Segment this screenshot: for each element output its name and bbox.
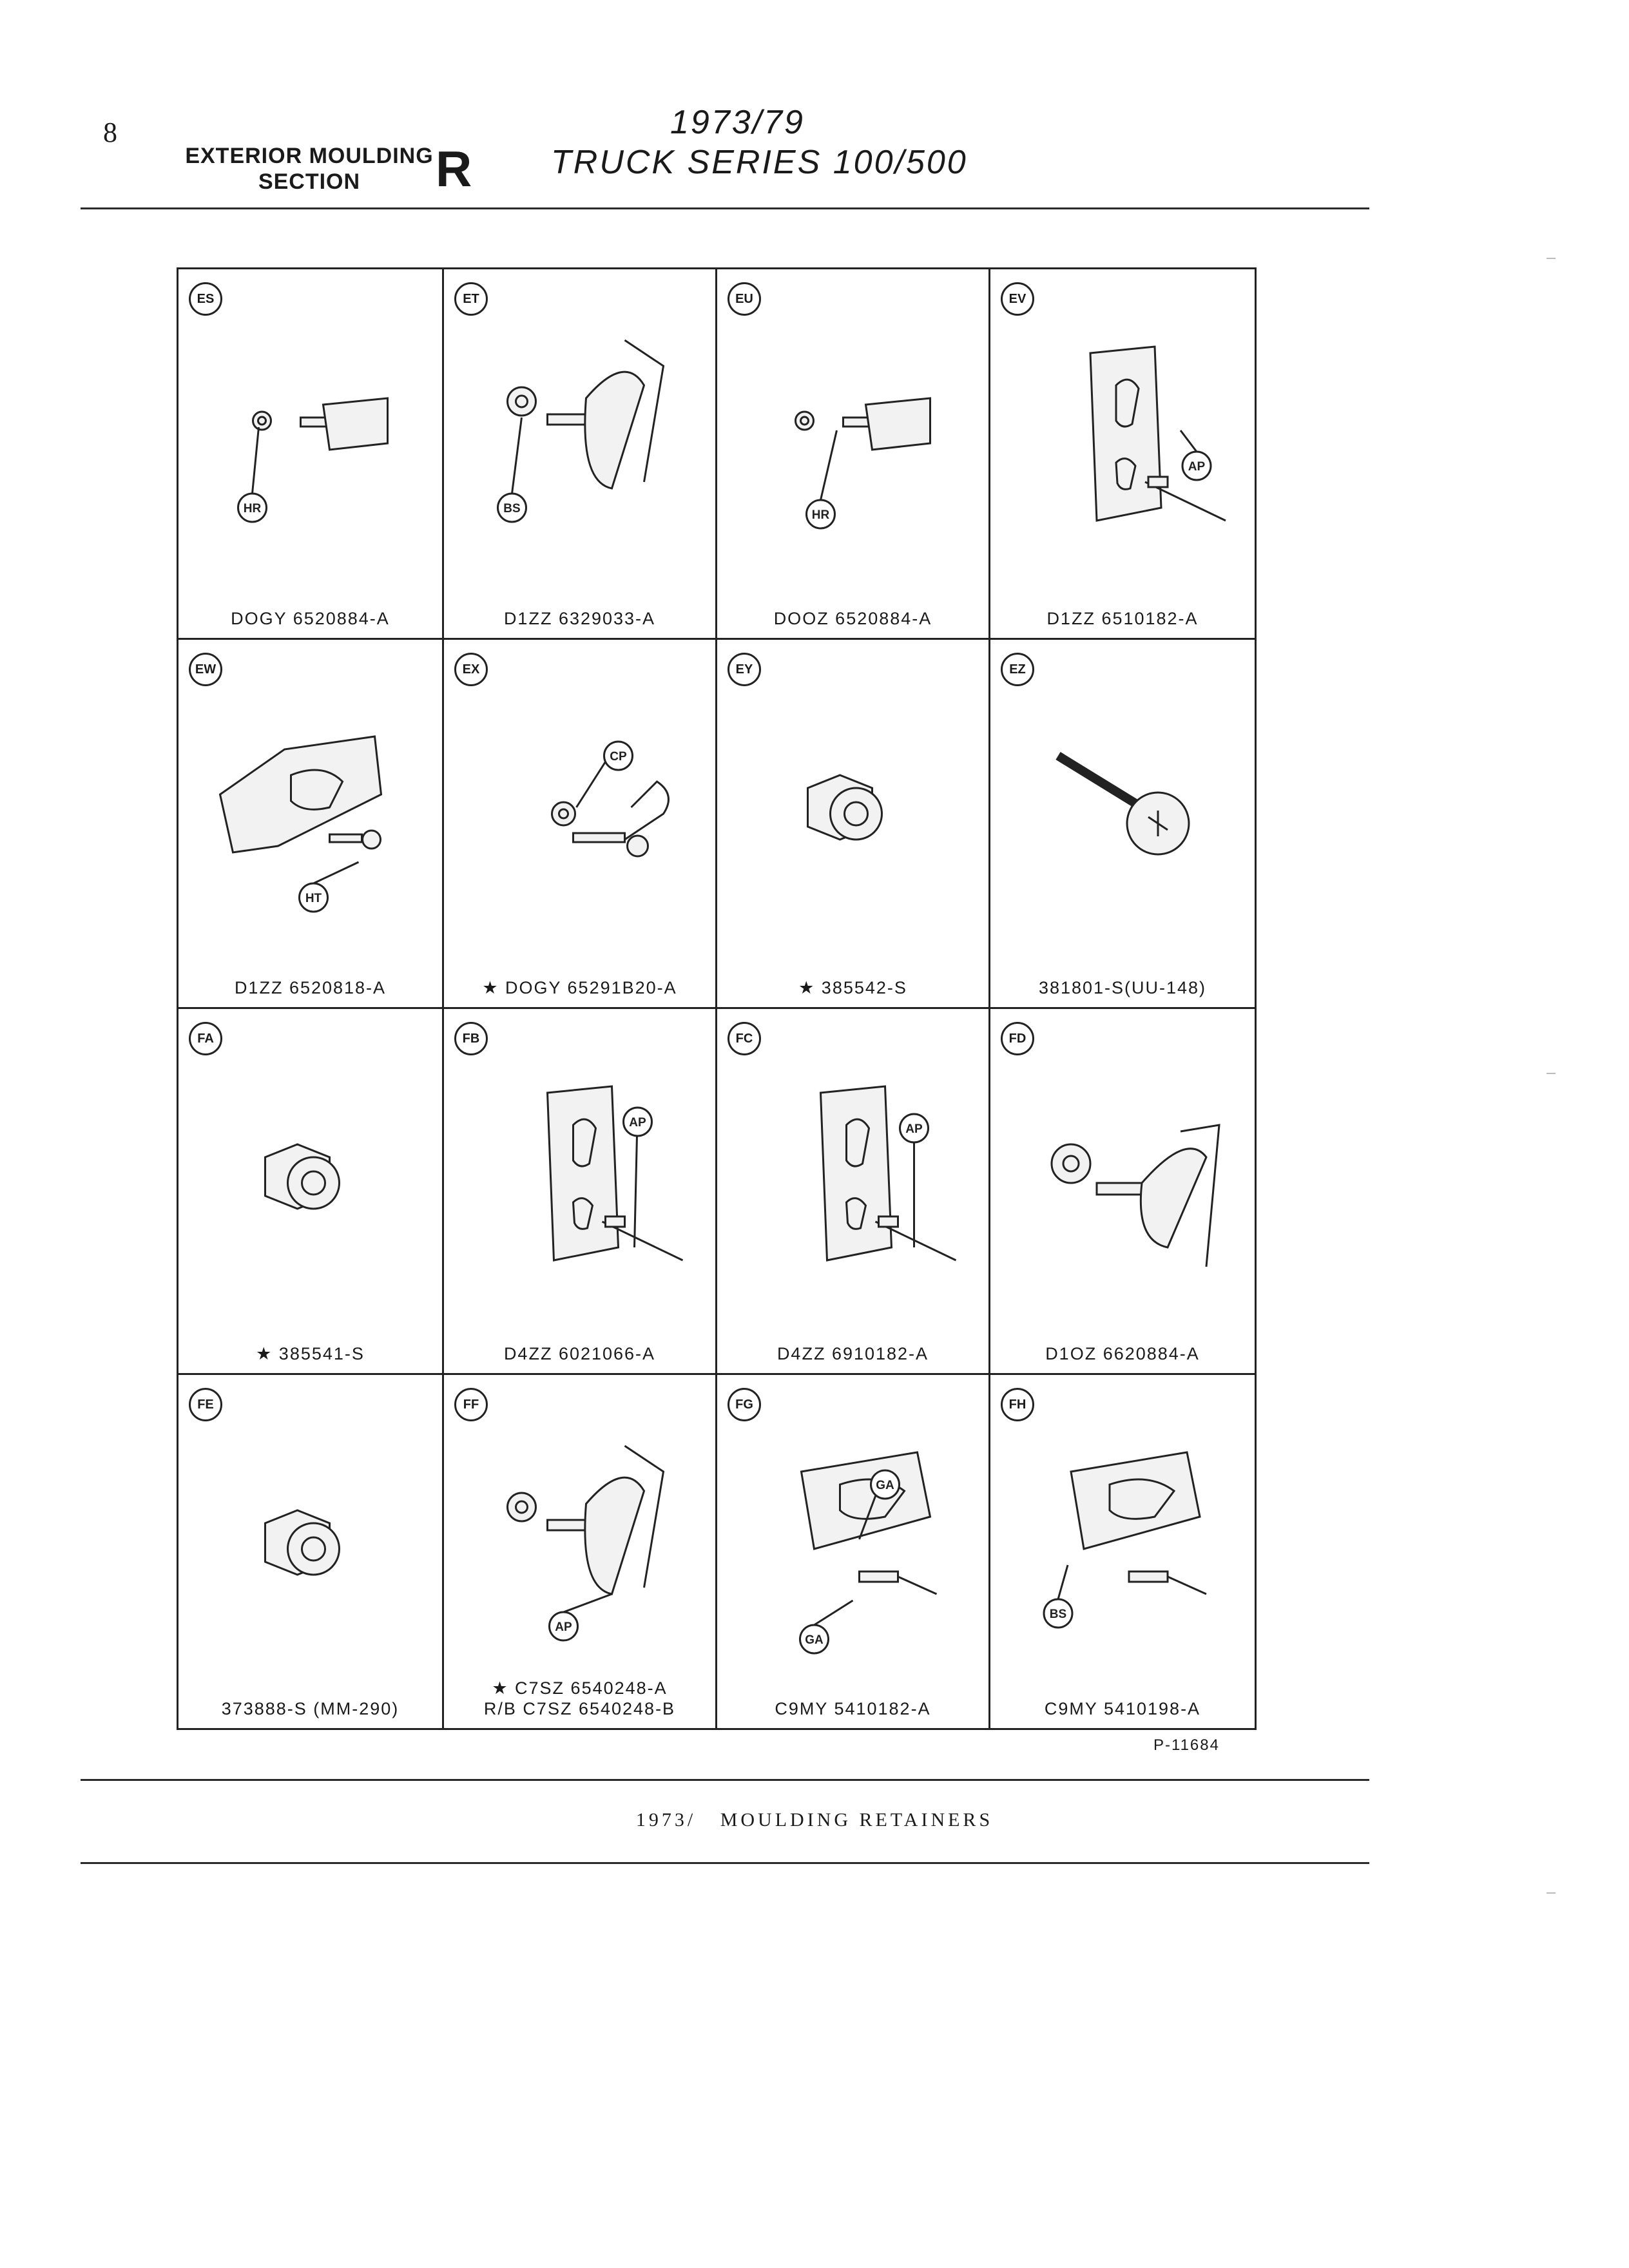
part-number-line: D1ZZ 6520818-A xyxy=(234,978,387,997)
part-illustration xyxy=(990,1054,1255,1299)
margin-mark xyxy=(1547,1073,1556,1074)
header-rule xyxy=(81,207,1369,209)
cell-code-badge: EW xyxy=(189,653,222,686)
cell-code-badge: EY xyxy=(728,653,761,686)
cell-code-badge: ES xyxy=(189,282,222,316)
page-number: 8 xyxy=(103,117,117,148)
callout-leader xyxy=(1181,430,1197,452)
part-number xyxy=(717,1698,988,1719)
part-number-line: ★ 385542-S xyxy=(798,978,907,997)
part-cell xyxy=(990,1009,1255,1375)
section-letter: R xyxy=(436,140,472,197)
part-number xyxy=(178,608,442,629)
part-number xyxy=(990,977,1255,998)
part-number-line: D4ZZ 6021066-A xyxy=(503,1344,656,1363)
callout-label: AP xyxy=(905,1122,923,1136)
callout-leader xyxy=(314,862,359,883)
callout-label: AP xyxy=(629,1116,646,1129)
part-illustration xyxy=(178,685,442,930)
part-cell xyxy=(717,640,990,1009)
callout-label: BS xyxy=(1049,1608,1067,1621)
part-number-line: C9MY 5410198-A xyxy=(1044,1699,1201,1718)
callout-leader xyxy=(815,1600,853,1625)
part-illustration xyxy=(717,1420,988,1665)
part-illustration xyxy=(178,314,442,559)
section-label xyxy=(174,143,445,195)
part-illustration xyxy=(178,1054,442,1299)
callout-label: GA xyxy=(876,1479,894,1492)
part-cell xyxy=(178,1375,444,1728)
title-years: 1973/79 xyxy=(670,104,805,141)
callout-label: AP xyxy=(1188,460,1206,474)
callout-label: HR xyxy=(243,502,262,515)
part-illustration xyxy=(444,1054,715,1299)
part-number xyxy=(444,1343,715,1364)
cell-code-badge: FE xyxy=(189,1388,222,1421)
part-illustration xyxy=(178,1420,442,1665)
part-number-line: 373888-S (MM-290) xyxy=(221,1699,400,1718)
callout-label: HR xyxy=(811,508,830,522)
callout-leader xyxy=(821,430,837,500)
cell-code-badge: EZ xyxy=(1001,653,1034,686)
part-number-line: C9MY 5410182-A xyxy=(775,1699,931,1718)
part-number-line: 381801-S(UU-148) xyxy=(1038,978,1207,997)
part-cell xyxy=(178,640,444,1009)
part-illustration xyxy=(717,685,988,930)
cell-code-badge: ET xyxy=(454,282,488,316)
part-illustration xyxy=(990,314,1255,559)
callout-label: BS xyxy=(503,502,521,515)
part-cell xyxy=(444,1009,717,1375)
part-number-line: R/B C7SZ 6540248-B xyxy=(483,1699,676,1718)
footer-rule-top xyxy=(81,1779,1369,1781)
part-number xyxy=(178,1343,442,1364)
part-illustration xyxy=(990,685,1255,930)
margin-mark xyxy=(1547,258,1556,259)
part-number-line: ★ 385541-S xyxy=(256,1344,365,1363)
cell-code-badge: FD xyxy=(1001,1022,1034,1055)
callout-leader xyxy=(564,1594,612,1612)
part-illustration xyxy=(444,685,715,930)
part-number xyxy=(717,1343,988,1364)
part-cell xyxy=(717,269,990,640)
part-number xyxy=(990,608,1255,629)
parts-grid xyxy=(177,267,1257,1730)
part-cell xyxy=(990,640,1255,1009)
margin-mark xyxy=(1547,1892,1556,1894)
part-cell xyxy=(178,269,444,640)
cell-code-badge: FG xyxy=(728,1388,761,1421)
part-cell xyxy=(990,1375,1255,1728)
part-illustration xyxy=(444,1420,715,1665)
part-illustration xyxy=(717,1054,988,1299)
part-illustration xyxy=(717,314,988,559)
callout-label: AP xyxy=(555,1620,572,1634)
figure-reference: P-11684 xyxy=(1153,1736,1220,1754)
part-number-line: DOOZ 6520884-A xyxy=(773,609,932,628)
cell-code-badge: FA xyxy=(189,1022,222,1055)
footer-caption: 1973/ MOULDING RETAINERS xyxy=(635,1809,994,1831)
part-number xyxy=(444,608,715,629)
part-number xyxy=(990,1343,1255,1364)
part-number-line: D1OZ 6620884-A xyxy=(1045,1344,1200,1363)
cell-code-badge: FC xyxy=(728,1022,761,1055)
part-cell xyxy=(444,640,717,1009)
part-number-line: DOGY 6520884-A xyxy=(231,609,390,628)
title-series: TRUCK SERIES 100/500 xyxy=(551,144,968,181)
cell-code-badge: EU xyxy=(728,282,761,316)
cell-code-badge: FH xyxy=(1001,1388,1034,1421)
part-cell xyxy=(990,269,1255,640)
part-illustration xyxy=(444,314,715,559)
part-number-line: D1ZZ 6510182-A xyxy=(1046,609,1199,628)
part-cell xyxy=(178,1009,444,1375)
callout-leader xyxy=(1058,1565,1068,1599)
section-label-line1: EXTERIOR MOULDING xyxy=(185,144,434,168)
part-cell xyxy=(717,1375,990,1728)
cell-code-badge: EV xyxy=(1001,282,1034,316)
callout-label: GA xyxy=(805,1633,824,1647)
part-illustration xyxy=(990,1420,1255,1665)
part-cell xyxy=(444,1375,717,1728)
cell-code-badge: EX xyxy=(454,653,488,686)
section-label-line2: SECTION xyxy=(258,169,361,194)
callout-label: HT xyxy=(305,892,322,905)
callout-leader xyxy=(253,427,259,494)
part-number xyxy=(178,1698,442,1719)
part-number-line: ★ DOGY 65291B20-A xyxy=(482,978,677,997)
callout-label: CP xyxy=(610,750,627,764)
cell-code-badge: FB xyxy=(454,1022,488,1055)
part-cell xyxy=(444,269,717,640)
part-number xyxy=(717,977,988,998)
part-number xyxy=(990,1698,1255,1719)
part-number-line: D4ZZ 6910182-A xyxy=(776,1344,929,1363)
part-number xyxy=(444,1678,715,1719)
part-number-line: D1ZZ 6329033-A xyxy=(503,609,656,628)
part-cell xyxy=(717,1009,990,1375)
part-number-line: ★ C7SZ 6540248-A xyxy=(492,1678,668,1698)
part-number xyxy=(178,977,442,998)
part-number xyxy=(717,608,988,629)
footer-rule-bottom xyxy=(81,1862,1369,1864)
part-number xyxy=(444,977,715,998)
cell-code-badge: FF xyxy=(454,1388,488,1421)
callout-leader xyxy=(512,418,522,494)
